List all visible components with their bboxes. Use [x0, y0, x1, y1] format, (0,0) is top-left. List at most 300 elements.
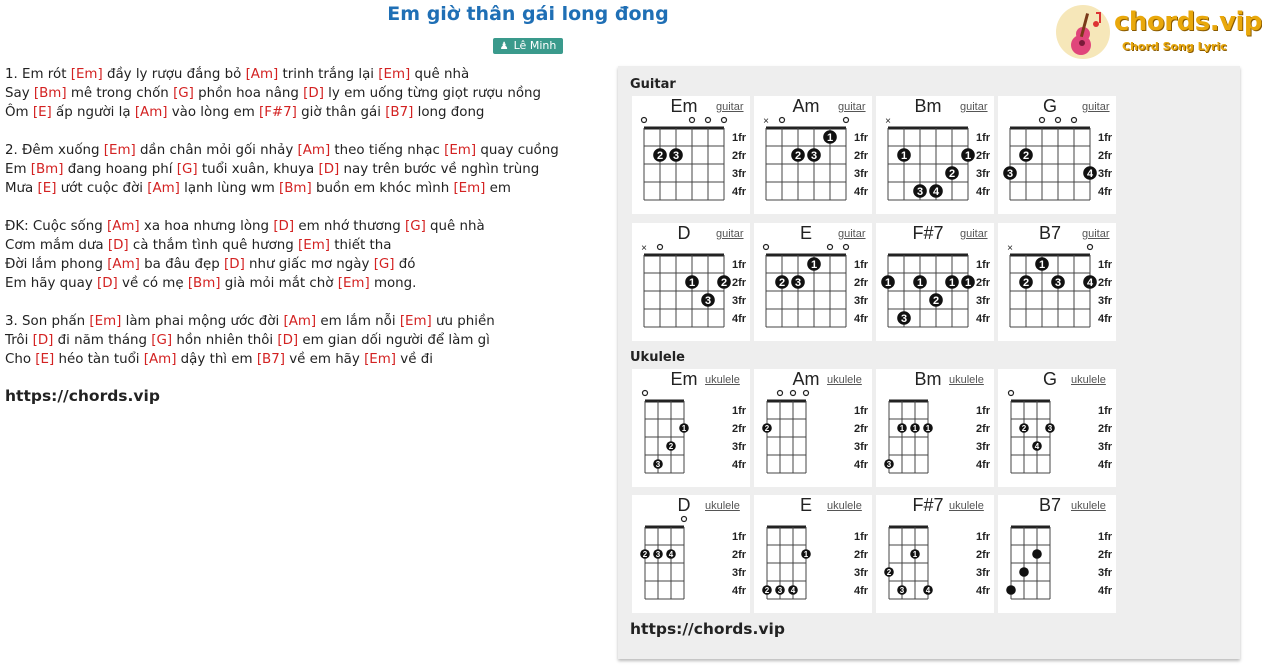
lyric-text: hồn nhiên thôi — [172, 333, 278, 348]
fret-label: 3fr — [732, 295, 747, 307]
lyric-text: phồn hoa nâng — [193, 86, 304, 101]
fret-label: 4fr — [1098, 585, 1113, 597]
fret-label: 4fr — [976, 313, 991, 325]
chord-link[interactable]: [G] — [404, 219, 426, 234]
song-title: Em giờ thân gái long đong — [387, 3, 669, 25]
blank-line — [5, 293, 605, 312]
fret-label: 2fr — [976, 549, 991, 561]
fret-label: 2fr — [976, 150, 991, 162]
fret-label: 1fr — [976, 259, 991, 271]
lyric-text: thiết tha — [330, 238, 392, 253]
finger-number: 2 — [642, 550, 648, 559]
chord-name: Em — [670, 369, 698, 389]
lyric-text: nay trên bước về nghìn trùng — [339, 162, 540, 177]
chord-name: G — [1042, 369, 1057, 389]
lyric-text: ba đâu đẹp — [139, 257, 225, 272]
lyric-text: em nhớ thương — [294, 219, 405, 234]
open-string-marker — [690, 118, 695, 123]
fret-label: 4fr — [976, 186, 991, 198]
finger-number: 1 — [912, 424, 918, 433]
person-icon: ♟ — [499, 41, 509, 52]
fret-label: 4fr — [976, 585, 991, 597]
fret-label: 1fr — [854, 531, 869, 543]
open-string-marker — [643, 391, 648, 396]
lyric-text: xa hoa nhưng lòng — [139, 219, 274, 234]
lyric-text: Đời lắm phong — [5, 257, 108, 272]
chord-link[interactable]: [E] — [32, 105, 52, 120]
finger-number: 2 — [778, 277, 786, 289]
fret-label: 4fr — [976, 459, 991, 471]
lyric-text: tuổi xuân, khuya — [197, 162, 319, 177]
finger-number: 3 — [899, 586, 905, 595]
ukulele-link[interactable]: ukulele — [1071, 500, 1106, 512]
lyric-text: Cơm mắm dưa — [5, 238, 108, 253]
guitar-chord-b7[interactable] — [998, 223, 1116, 341]
chord-link[interactable]: [Em] — [453, 181, 486, 196]
lyric-text: trinh trắng lại — [278, 67, 379, 82]
finger-number: 3 — [886, 460, 892, 469]
fret-label: 3fr — [976, 441, 991, 453]
guitar-link[interactable]: guitar — [716, 228, 744, 240]
chord-name: E — [799, 223, 812, 243]
lyric-text: 1. Em rót — [5, 67, 71, 82]
fret-label: 3fr — [854, 441, 869, 453]
finger-number: 2 — [886, 568, 892, 577]
guitar-link[interactable]: guitar — [960, 228, 988, 240]
lyric-text: Trôi — [5, 333, 33, 348]
finger-number: 2 — [656, 150, 664, 162]
open-string-marker — [780, 118, 785, 123]
guitar-chord-e[interactable] — [754, 223, 872, 341]
guitar-link[interactable]: guitar — [716, 101, 744, 113]
chord-link[interactable]: [Em] — [70, 67, 103, 82]
logo-subtitle: Chord Song Lyric — [1122, 40, 1227, 53]
muted-string-marker: × — [1007, 243, 1013, 254]
lyric-text: em lắm nỗi — [316, 314, 400, 329]
finger-number: 3 — [704, 295, 712, 307]
chord-panel — [618, 66, 1240, 659]
open-string-marker — [1088, 245, 1093, 250]
lyric-text: Say — [5, 86, 34, 101]
fret-label: 2fr — [732, 277, 747, 289]
chord-link[interactable]: [Em] — [378, 67, 411, 82]
fret-label: 2fr — [976, 277, 991, 289]
ukulele-chord-g[interactable] — [998, 369, 1116, 487]
lyric-text: ưu phiền — [431, 314, 495, 329]
fret-label: 2fr — [854, 549, 869, 561]
lyric-text: mong. — [369, 276, 417, 291]
finger-number: 4 — [932, 186, 940, 198]
ukulele-chord-am[interactable] — [754, 369, 872, 487]
lyric-text: đó — [394, 257, 416, 272]
open-string-marker — [804, 391, 809, 396]
finger-number: 2 — [1022, 277, 1030, 289]
lyric-text: Em — [5, 162, 31, 177]
chord-link[interactable]: [Em] — [364, 352, 397, 367]
lyric-text: đi năm tháng — [53, 333, 152, 348]
guitar-chord-em[interactable] — [632, 96, 750, 214]
open-string-marker — [642, 118, 647, 123]
fret-label: 1fr — [854, 132, 869, 144]
lyric-text: lạnh lùng wm — [179, 181, 279, 196]
fret-label: 3fr — [732, 567, 747, 579]
panel-site-link[interactable]: https://chords.vip — [630, 620, 785, 638]
fret-label: 4fr — [854, 459, 869, 471]
ukulele-chord-e[interactable] — [754, 495, 872, 613]
lyric-text: làm phai mộng ước đời — [121, 314, 284, 329]
finger-number: 3 — [655, 550, 661, 559]
lyric-text: dậy thì em — [176, 352, 257, 367]
finger-number: 2 — [948, 168, 956, 180]
fret-label: 1fr — [1098, 531, 1113, 543]
chord-link[interactable]: [Am] — [107, 219, 140, 234]
lyric-text: về có mẹ — [117, 276, 188, 291]
ukulele-chord-em[interactable] — [632, 369, 750, 487]
chord-link[interactable]: [D] — [97, 276, 118, 291]
chord-link[interactable]: [D] — [107, 238, 129, 253]
lyric-line — [5, 255, 605, 274]
fret-label: 1fr — [976, 531, 991, 543]
chord-name: E — [799, 495, 812, 515]
chord-name: B7 — [1038, 495, 1062, 515]
logo-text: chords.vip — [1114, 7, 1262, 37]
chord-link[interactable]: [D] — [277, 333, 299, 348]
guitar-link[interactable]: guitar — [1082, 101, 1110, 113]
fret-label: 2fr — [854, 150, 869, 162]
fret-label: 2fr — [1098, 423, 1113, 435]
lyric-text: 2. Đêm xuống — [5, 143, 104, 158]
chord-link[interactable]: [D] — [303, 86, 324, 101]
site-link[interactable]: https://chords.vip — [5, 387, 160, 405]
ukulele-chord-bm[interactable] — [876, 369, 994, 487]
chord-link[interactable]: [G] — [176, 162, 198, 177]
open-string-marker — [722, 118, 727, 123]
fret-label: 3fr — [976, 295, 991, 307]
blank-line — [5, 198, 605, 217]
finger-number: 1 — [899, 424, 905, 433]
chord-link[interactable]: [E] — [37, 181, 57, 196]
finger-number: 1 — [948, 277, 956, 289]
guitar-link[interactable]: guitar — [838, 101, 866, 113]
fret-label: 3fr — [976, 567, 991, 579]
lyric-line — [5, 312, 605, 331]
guitar-link[interactable]: guitar — [838, 228, 866, 240]
fret-label: 1fr — [1098, 132, 1113, 144]
chord-link[interactable]: [G] — [373, 257, 395, 272]
chord-link[interactable]: [D] — [273, 219, 295, 234]
chord-link[interactable]: [G] — [173, 86, 194, 101]
fret-label: 4fr — [1098, 313, 1113, 325]
fret-label: 1fr — [732, 405, 747, 417]
lyric-text: Ôm — [5, 105, 33, 120]
fret-label: 2fr — [732, 423, 747, 435]
lyric-text: già mỏi mắt chờ — [220, 276, 338, 291]
finger-dot — [1032, 549, 1042, 559]
fret-label: 2fr — [1098, 150, 1113, 162]
lyric-text: héo tàn tuổi — [54, 352, 144, 367]
lyric-text: giờ thân gái — [296, 105, 386, 120]
fret-label: 4fr — [854, 313, 869, 325]
open-string-marker — [828, 245, 833, 250]
chord-link[interactable]: [Em] — [337, 276, 370, 291]
finger-number: 2 — [1021, 424, 1027, 433]
fret-label: 3fr — [1098, 441, 1113, 453]
fret-label: 1fr — [854, 259, 869, 271]
muted-string-marker: × — [641, 243, 647, 254]
site-logo[interactable] — [1054, 3, 1262, 61]
open-string-marker — [1040, 118, 1045, 123]
finger-number: 1 — [681, 424, 687, 433]
blank-line — [5, 122, 605, 141]
fret-label: 3fr — [854, 168, 869, 180]
lyric-text: đang hoang phí — [63, 162, 177, 177]
chord-link[interactable]: [Em] — [444, 143, 477, 158]
chord-link[interactable]: [D] — [224, 257, 245, 272]
lyric-line — [5, 274, 605, 293]
fret-label: 3fr — [1098, 567, 1113, 579]
open-string-marker — [844, 245, 849, 250]
finger-number: 1 — [688, 277, 696, 289]
fret-label: 4fr — [854, 186, 869, 198]
fret-label: 1fr — [854, 405, 869, 417]
fret-label: 1fr — [1098, 259, 1113, 271]
finger-number: 4 — [790, 586, 796, 595]
guitar-link[interactable]: guitar — [1082, 228, 1110, 240]
ukulele-link[interactable]: ukulele — [949, 500, 984, 512]
lyric-line — [5, 350, 605, 369]
lyric-text: quê nhà — [425, 219, 485, 234]
finger-number: 2 — [1022, 150, 1030, 162]
finger-dot — [1019, 567, 1029, 577]
fret-label: 2fr — [1098, 549, 1113, 561]
fret-label: 3fr — [732, 441, 747, 453]
finger-number: 2 — [932, 295, 940, 307]
fret-label: 2fr — [732, 549, 747, 561]
lyric-text: Cho — [5, 352, 36, 367]
author-name: Lê Minh — [513, 39, 557, 52]
finger-number: 1 — [900, 150, 908, 162]
guitar-chord-g[interactable] — [998, 96, 1116, 214]
lyric-text: Em hãy quay — [5, 276, 98, 291]
open-string-marker — [1072, 118, 1077, 123]
finger-number: 4 — [1086, 168, 1094, 180]
finger-number: 4 — [1034, 442, 1040, 451]
chord-name: Am — [792, 369, 820, 389]
finger-number: 1 — [826, 132, 834, 144]
finger-number: 3 — [1006, 168, 1014, 180]
lyric-text: 3. Son phấn — [5, 314, 90, 329]
guitar-section-label: Guitar — [630, 77, 676, 92]
chord-link[interactable]: [Em] — [89, 314, 122, 329]
chord-link[interactable]: [D] — [318, 162, 340, 177]
fret-label: 4fr — [1098, 186, 1113, 198]
finger-number: 1 — [810, 259, 818, 271]
chord-name: F#7 — [912, 495, 944, 515]
chord-link[interactable]: [Am] — [245, 67, 279, 82]
author-badge[interactable] — [493, 38, 564, 54]
finger-number: 1 — [964, 277, 972, 289]
lyric-text: theo tiếng nhạc — [330, 143, 445, 158]
ukulele-link[interactable]: ukulele — [705, 500, 740, 512]
lyrics-block — [5, 65, 605, 405]
ukulele-chord-d[interactable] — [632, 495, 750, 613]
fret-label: 1fr — [732, 259, 747, 271]
ukulele-chord-b7[interactable] — [998, 495, 1116, 613]
ukulele-link[interactable]: ukulele — [827, 500, 862, 512]
finger-number: 4 — [668, 550, 674, 559]
chord-link[interactable]: [Am] — [107, 257, 140, 272]
open-string-marker — [1009, 391, 1014, 396]
fret-label: 3fr — [732, 168, 747, 180]
lyric-text: ly em uống từng giọt rượu nồng — [323, 86, 542, 101]
chord-link[interactable]: [Am] — [147, 181, 180, 196]
finger-number: 1 — [1038, 259, 1046, 271]
fret-label: 4fr — [854, 585, 869, 597]
chord-link[interactable]: [Bm] — [279, 181, 312, 196]
fret-label: 4fr — [1098, 459, 1113, 471]
chord-name: B7 — [1038, 223, 1062, 243]
open-string-marker — [682, 517, 687, 522]
ukulele-link[interactable]: ukulele — [705, 374, 740, 386]
chord-link[interactable]: [F#7] — [259, 105, 297, 120]
chord-name: Bm — [914, 96, 942, 116]
chord-link[interactable]: [Bm] — [187, 276, 221, 291]
fret-label: 4fr — [732, 585, 747, 597]
chord-link[interactable]: [Bm] — [30, 162, 64, 177]
ukulele-link[interactable]: ukulele — [1071, 374, 1106, 386]
finger-number: 1 — [964, 150, 972, 162]
guitar-chord-fsharp7[interactable] — [876, 223, 994, 341]
guitar-chord-am[interactable] — [754, 96, 872, 214]
finger-number: 3 — [672, 150, 680, 162]
finger-number: 1 — [884, 277, 892, 289]
fret-label: 2fr — [1098, 277, 1113, 289]
chord-link[interactable]: [Bm] — [33, 86, 67, 101]
open-string-marker — [791, 391, 796, 396]
fret-label: 1fr — [732, 531, 747, 543]
guitar-chord-d[interactable] — [632, 223, 750, 341]
fret-label: 3fr — [854, 295, 869, 307]
finger-number: 3 — [794, 277, 802, 289]
lyric-line — [5, 179, 605, 198]
lyric-line — [5, 236, 605, 255]
muted-string-marker: × — [885, 116, 891, 127]
chord-name: Em — [670, 96, 698, 116]
fret-label: 2fr — [854, 423, 869, 435]
chord-link[interactable]: [Em] — [103, 143, 136, 158]
finger-number: 4 — [1086, 277, 1094, 289]
ukulele-chord-fsharp7[interactable] — [876, 495, 994, 613]
lyric-text: em gian dối người để làm gì — [298, 333, 490, 348]
open-string-marker — [844, 118, 849, 123]
finger-number: 3 — [1047, 424, 1053, 433]
fret-label: 3fr — [854, 567, 869, 579]
lyric-text: dần chân mỏi gối nhảy — [135, 143, 298, 158]
finger-number: 3 — [655, 460, 661, 469]
guitar-chord-bm[interactable] — [876, 96, 994, 214]
lyric-line — [5, 160, 605, 179]
finger-number: 3 — [900, 313, 908, 325]
lyric-text: về đi — [396, 352, 433, 367]
fret-label: 1fr — [732, 132, 747, 144]
open-string-marker — [764, 245, 769, 250]
finger-number: 4 — [925, 586, 931, 595]
finger-number: 1 — [925, 424, 931, 433]
chord-link[interactable]: [Em] — [399, 314, 432, 329]
fret-label: 4fr — [732, 313, 747, 325]
lyric-line — [5, 141, 605, 160]
lyric-line — [5, 331, 605, 350]
lyric-text: quê nhà — [410, 67, 470, 82]
lyric-text: như giấc mơ ngày — [244, 257, 374, 272]
fret-label: 3fr — [1098, 168, 1113, 180]
ukulele-link[interactable]: ukulele — [949, 374, 984, 386]
finger-number: 1 — [912, 550, 918, 559]
chord-link[interactable]: [Am] — [134, 105, 168, 120]
chord-link[interactable]: [Am] — [143, 352, 177, 367]
chord-link[interactable]: [B7] — [385, 105, 414, 120]
ukulele-section-label: Ukulele — [630, 350, 686, 365]
guitar-link[interactable]: guitar — [960, 101, 988, 113]
fret-label: 1fr — [1098, 405, 1113, 417]
fret-label: 4fr — [732, 186, 747, 198]
lyric-text: Mưa — [5, 181, 38, 196]
finger-number: 3 — [810, 150, 818, 162]
lyric-text: cà thắm tình quê hương — [128, 238, 299, 253]
chord-link[interactable]: [G] — [151, 333, 173, 348]
lyric-line — [5, 65, 605, 84]
finger-number: 2 — [668, 442, 674, 451]
open-string-marker — [658, 245, 663, 250]
chord-link[interactable]: [Am] — [297, 143, 331, 158]
chord-link[interactable]: [B7] — [256, 352, 285, 367]
open-string-marker — [1056, 118, 1061, 123]
muted-string-marker: × — [763, 116, 769, 127]
finger-number: 1 — [916, 277, 924, 289]
chord-name: D — [677, 223, 691, 243]
chord-link[interactable]: [Am] — [283, 314, 317, 329]
lyric-text: đầy ly rượu đắng bỏ — [102, 67, 246, 82]
ukulele-link[interactable]: ukulele — [827, 374, 862, 386]
fret-label: 1fr — [976, 132, 991, 144]
open-string-marker — [778, 391, 783, 396]
lyric-text: long đong — [413, 105, 485, 120]
finger-number: 1 — [803, 550, 809, 559]
chord-name: F#7 — [912, 223, 944, 243]
fret-label: 4fr — [732, 459, 747, 471]
lyric-text: mê trong chốn — [66, 86, 174, 101]
chord-link[interactable]: [Em] — [298, 238, 330, 253]
finger-number: 3 — [1054, 277, 1062, 289]
lyric-text: vào lòng em — [167, 105, 259, 120]
chord-name: Bm — [914, 369, 942, 389]
finger-number: 3 — [777, 586, 783, 595]
finger-number: 2 — [764, 586, 770, 595]
chord-name: G — [1042, 96, 1057, 116]
lyric-text: ĐK: Cuộc sống — [5, 219, 107, 234]
lyric-text: ấp người lạ — [51, 105, 135, 120]
finger-number: 2 — [720, 277, 728, 289]
finger-number: 3 — [916, 186, 924, 198]
lyric-line — [5, 217, 605, 236]
fret-label: 2fr — [854, 277, 869, 289]
finger-dot — [1006, 585, 1016, 595]
lyric-text: ướt cuộc đời — [56, 181, 148, 196]
chord-link[interactable]: [D] — [32, 333, 54, 348]
chord-link[interactable]: [E] — [35, 352, 55, 367]
fret-label: 2fr — [732, 150, 747, 162]
finger-number: 2 — [794, 150, 802, 162]
